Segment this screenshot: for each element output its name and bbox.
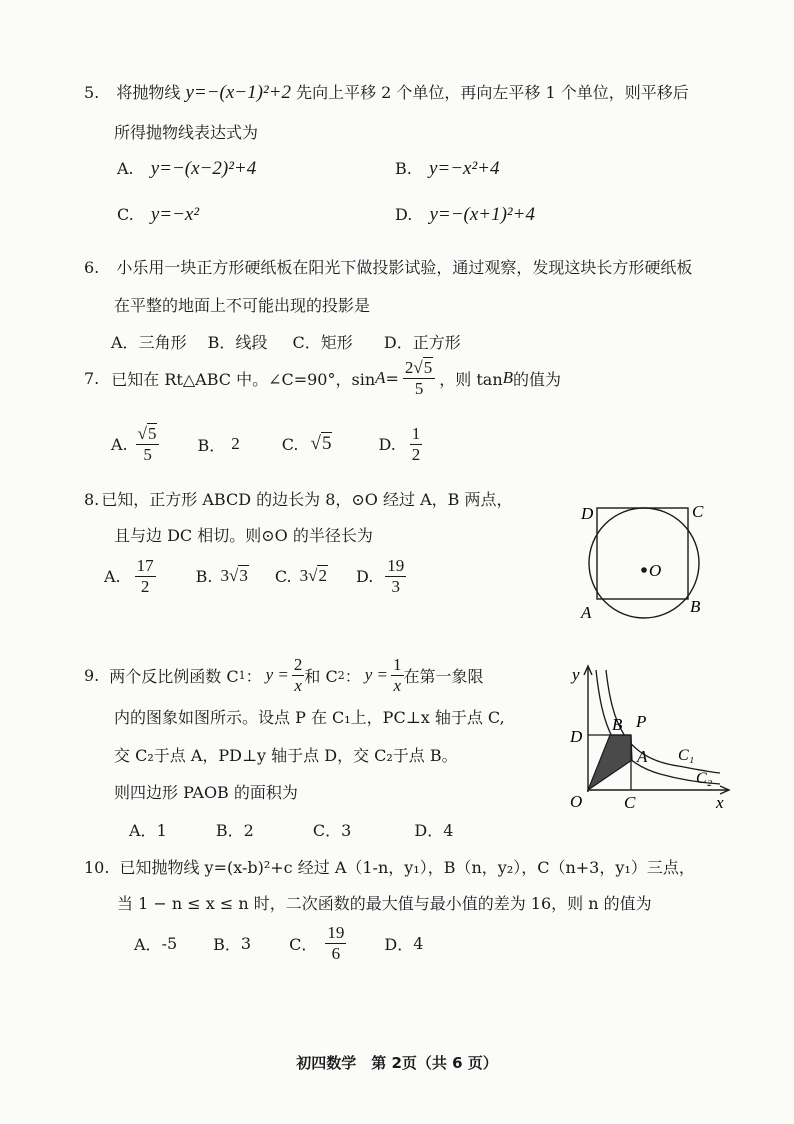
q9-colon1: ： [245,666,262,686]
q8-option-d-den: 3 [391,576,401,596]
q10-option-b-text: 3 [240,933,252,953]
label-x: x [716,793,724,812]
q9-stem-a: 两个反比例函数 C [109,666,239,686]
q10-number: 10. [84,858,110,877]
q7-option-d-fraction [410,424,423,464]
q8-option-b-radicand: 3 [239,566,248,586]
q10-option-b-letter: B． [213,934,241,954]
q8-option-d-num: 19 [387,556,405,575]
q6-option-a [111,333,187,352]
q7-option-d-num: 1 [411,424,421,443]
label-y: y [572,665,580,684]
q8-option-b-coef: 3 [220,566,229,586]
q9-option-d-letter: D． [414,821,444,840]
q10-option-a-letter: A． [134,934,162,954]
q8-number: 8. [84,490,100,509]
q9-option-a-letter: A． [129,821,157,840]
label-o: O [570,792,583,811]
q9-y-eq-2: y = [364,665,389,685]
q5-option-a-text: y=−(x−2)²+4 [150,158,257,179]
q5-option-d-text: y=−(x+1)²+4 [429,204,535,225]
q7-option-a-letter: A. [111,434,128,454]
q7-option-a-num: √5 [136,424,160,445]
q6-option-d-text: 正方形 [412,333,461,352]
q8-option-c-radicand: 2 [318,566,327,586]
q9-sub2: 2 [337,668,345,682]
q7-radicand: 5 [423,358,433,377]
q8-option-a-letter: A. [104,566,121,586]
q6-option-b-text: 线段 [235,333,268,352]
q7-fraction-numerator: 2√5 [403,358,435,379]
q10-options [134,923,423,963]
q7-option-c-letter: C. [281,434,299,454]
q9-option-c-letter: C． [312,821,342,840]
label-a: A [637,747,648,766]
q9-f1-den: x [294,675,302,695]
q5-stem-b: 先向上平移 2 个单位，再向左平移 1 个单位，则平移后 [296,83,689,102]
q7-fraction-denominator: 5 [414,378,424,398]
q8-option-c-letter: C. [274,566,292,586]
q10-option-a-text: -5 [161,933,178,953]
q9-option-c-text: 3 [341,821,352,840]
q9-option-a-text: 1 [156,821,167,840]
q6-stem [84,255,692,278]
label-b: B [690,597,701,616]
q9-f2-den: x [393,675,402,695]
q9-number: 9. [84,665,100,685]
shaded-quadrilateral-paob [588,735,632,790]
label-a: A [581,603,592,622]
q9-options [129,818,453,841]
q5-stem [84,80,689,104]
q5-option-c-text: y=−x² [150,204,200,225]
q8-option-d-letter: D. [355,566,374,586]
q6-option-b [208,333,268,352]
q6-line2: 在平整的地面上不可能出现的投影是 [114,296,371,315]
label-c: C [692,502,704,521]
q9-option-c [313,821,351,840]
q8-line2: 且与边 DC 相切。则⊙O 的半径长为 [114,526,373,545]
q6-option-a-letter: A． [111,333,139,352]
label-d: D [570,727,583,746]
q9-y-eq-1: y = [265,665,289,685]
q8-option-c-coef: 3 [299,566,309,586]
q8-option-a-num: 17 [136,556,154,575]
q10-option-c-den: 6 [331,943,341,963]
q8-option-d-fraction [385,556,406,596]
q9-line3: 交 C₂于点 A，PD⊥y 轴于点 D，交 C₂于点 B。 [114,746,458,765]
q5-option-a-letter: A. [117,159,134,178]
q6-option-c [293,333,353,352]
q10-option-d-text: 4 [413,933,424,953]
q7-stem-a: 已知在 Rt△ABC 中。∠C=90°，sin [111,369,376,389]
q7-option-a-radicand: 5 [147,424,157,443]
q8-figure [572,495,722,625]
circle-o [589,508,699,618]
q5-option-d [395,204,535,226]
q7-stem [84,358,561,398]
q10-line1-text: 已知抛物线 y=(x-b)²+c 经过 A（1-n，y₁），B（n，y₂），C（n+3，y₁）三点， [119,858,695,877]
q6-option-c-text: 矩形 [320,333,353,352]
q9-and: 和 C [304,666,338,686]
q10-line1 [84,855,695,878]
q6-number: 6. [84,258,100,277]
label-c1: C₁ [678,747,695,764]
q9-option-b-text: 2 [243,821,254,840]
q7-stem-b: ，则 tan [439,369,503,389]
q8-option-b-value: 3√3 [220,566,248,586]
q9-option-d-text: 4 [443,821,454,840]
q7-number: 7. [84,368,100,388]
q9-f2-num: 1 [393,655,402,674]
q7-option-b-text: 2 [231,434,240,454]
q9-f1-fraction [292,655,305,695]
q10-option-d-letter: D． [384,934,414,954]
q8-option-b-letter: B. [195,566,213,586]
q5-function: y=−(x−1)²+2 [185,82,291,103]
q7-stem-B: B [502,368,514,388]
q9-f2-fraction [391,655,404,695]
q6-option-b-letter: B． [207,333,236,352]
q5-stem-a: 将抛物线 [116,83,181,102]
q7-option-d-letter: D. [378,434,396,454]
q6-option-a-text: 三角形 [138,333,187,352]
q9-figure [560,662,735,812]
q10-option-c-num: 19 [327,923,345,942]
q5-option-b-letter: B. [395,159,412,178]
q7-stem-eq: = [385,368,399,388]
q10-line2: 当 1 − n ≤ x ≤ n 时，二次函数的最大值与最小值的差为 16，则 n 的值为 [117,894,652,913]
q5-stem-line2: 所得抛物线表达式为 [114,123,259,142]
q7-option-d-den: 2 [411,444,421,464]
q7-option-c-sqrt: √5 [310,433,332,455]
q9-f1-num: 2 [293,655,303,674]
label-d: D [581,504,594,523]
q6-options [111,330,461,353]
label-c: C [624,793,636,812]
q9-line2: 内的图象如图所示。设点 P 在 C₁上，PC⊥x 轴于点 C, [114,708,505,727]
q8-options [104,556,406,596]
q6-option-d [384,333,461,352]
q7-options [111,424,422,464]
q8-line1 [84,487,512,510]
q5-option-a [117,158,256,180]
q7-option-c-radicand: 5 [321,433,332,455]
q9-option-b-letter: B． [215,821,244,840]
label-o: O [649,561,662,580]
q10-option-c-letter: C． [289,934,318,954]
center-point-o [641,567,647,573]
q9-sub1: 1 [238,668,246,682]
q9-option-d [414,821,453,840]
q10-option-c-fraction [325,923,346,963]
q6-option-d-letter: D． [383,333,413,352]
q5-option-b-text: y=−x²+4 [428,158,500,179]
q8-line1-text: 已知，正方形 ABCD 的边长为 8，⊙O 经过 A，B 两点， [101,490,513,509]
q8-option-a-fraction [135,556,156,596]
q5-option-c-letter: C. [117,205,134,224]
q7-option-b-letter: B． [197,435,226,455]
q9-stem-b: 在第一象限 [403,666,484,686]
page-footer: 初四数学 第 2页（共 6 页） [296,1054,498,1072]
q7-coef: 2 [404,358,414,377]
q7-stem-A: A [375,368,386,388]
q5-option-b [395,158,499,180]
q8-option-a-den: 2 [140,576,150,596]
q8-option-c-value: 3√2 [299,566,327,586]
q6-line1: 小乐用一块正方形硬纸板在阳光下做投影试验，通过观察，发现这块长方形硬纸板 [116,258,693,277]
q6-option-c-letter: C． [292,333,321,352]
q7-option-a-den: 5 [143,444,152,464]
q9-stem [84,655,484,695]
square-abcd [597,508,688,599]
label-p: P [636,712,647,731]
label-b: B [612,715,623,734]
label-c2: C₂ [696,770,713,787]
q7-option-a-fraction [136,424,160,464]
q5-option-c [117,204,199,226]
q9-colon2: ： [344,666,361,686]
q7-stem-c: 的值为 [513,369,562,389]
q5-number: 5. [84,83,100,102]
q9-option-a [129,821,167,840]
q5-option-d-letter: D. [395,205,413,224]
q9-option-b [216,821,254,840]
q9-line4: 则四边形 PAOB 的面积为 [114,783,298,802]
q7-sinA-fraction [403,358,435,398]
